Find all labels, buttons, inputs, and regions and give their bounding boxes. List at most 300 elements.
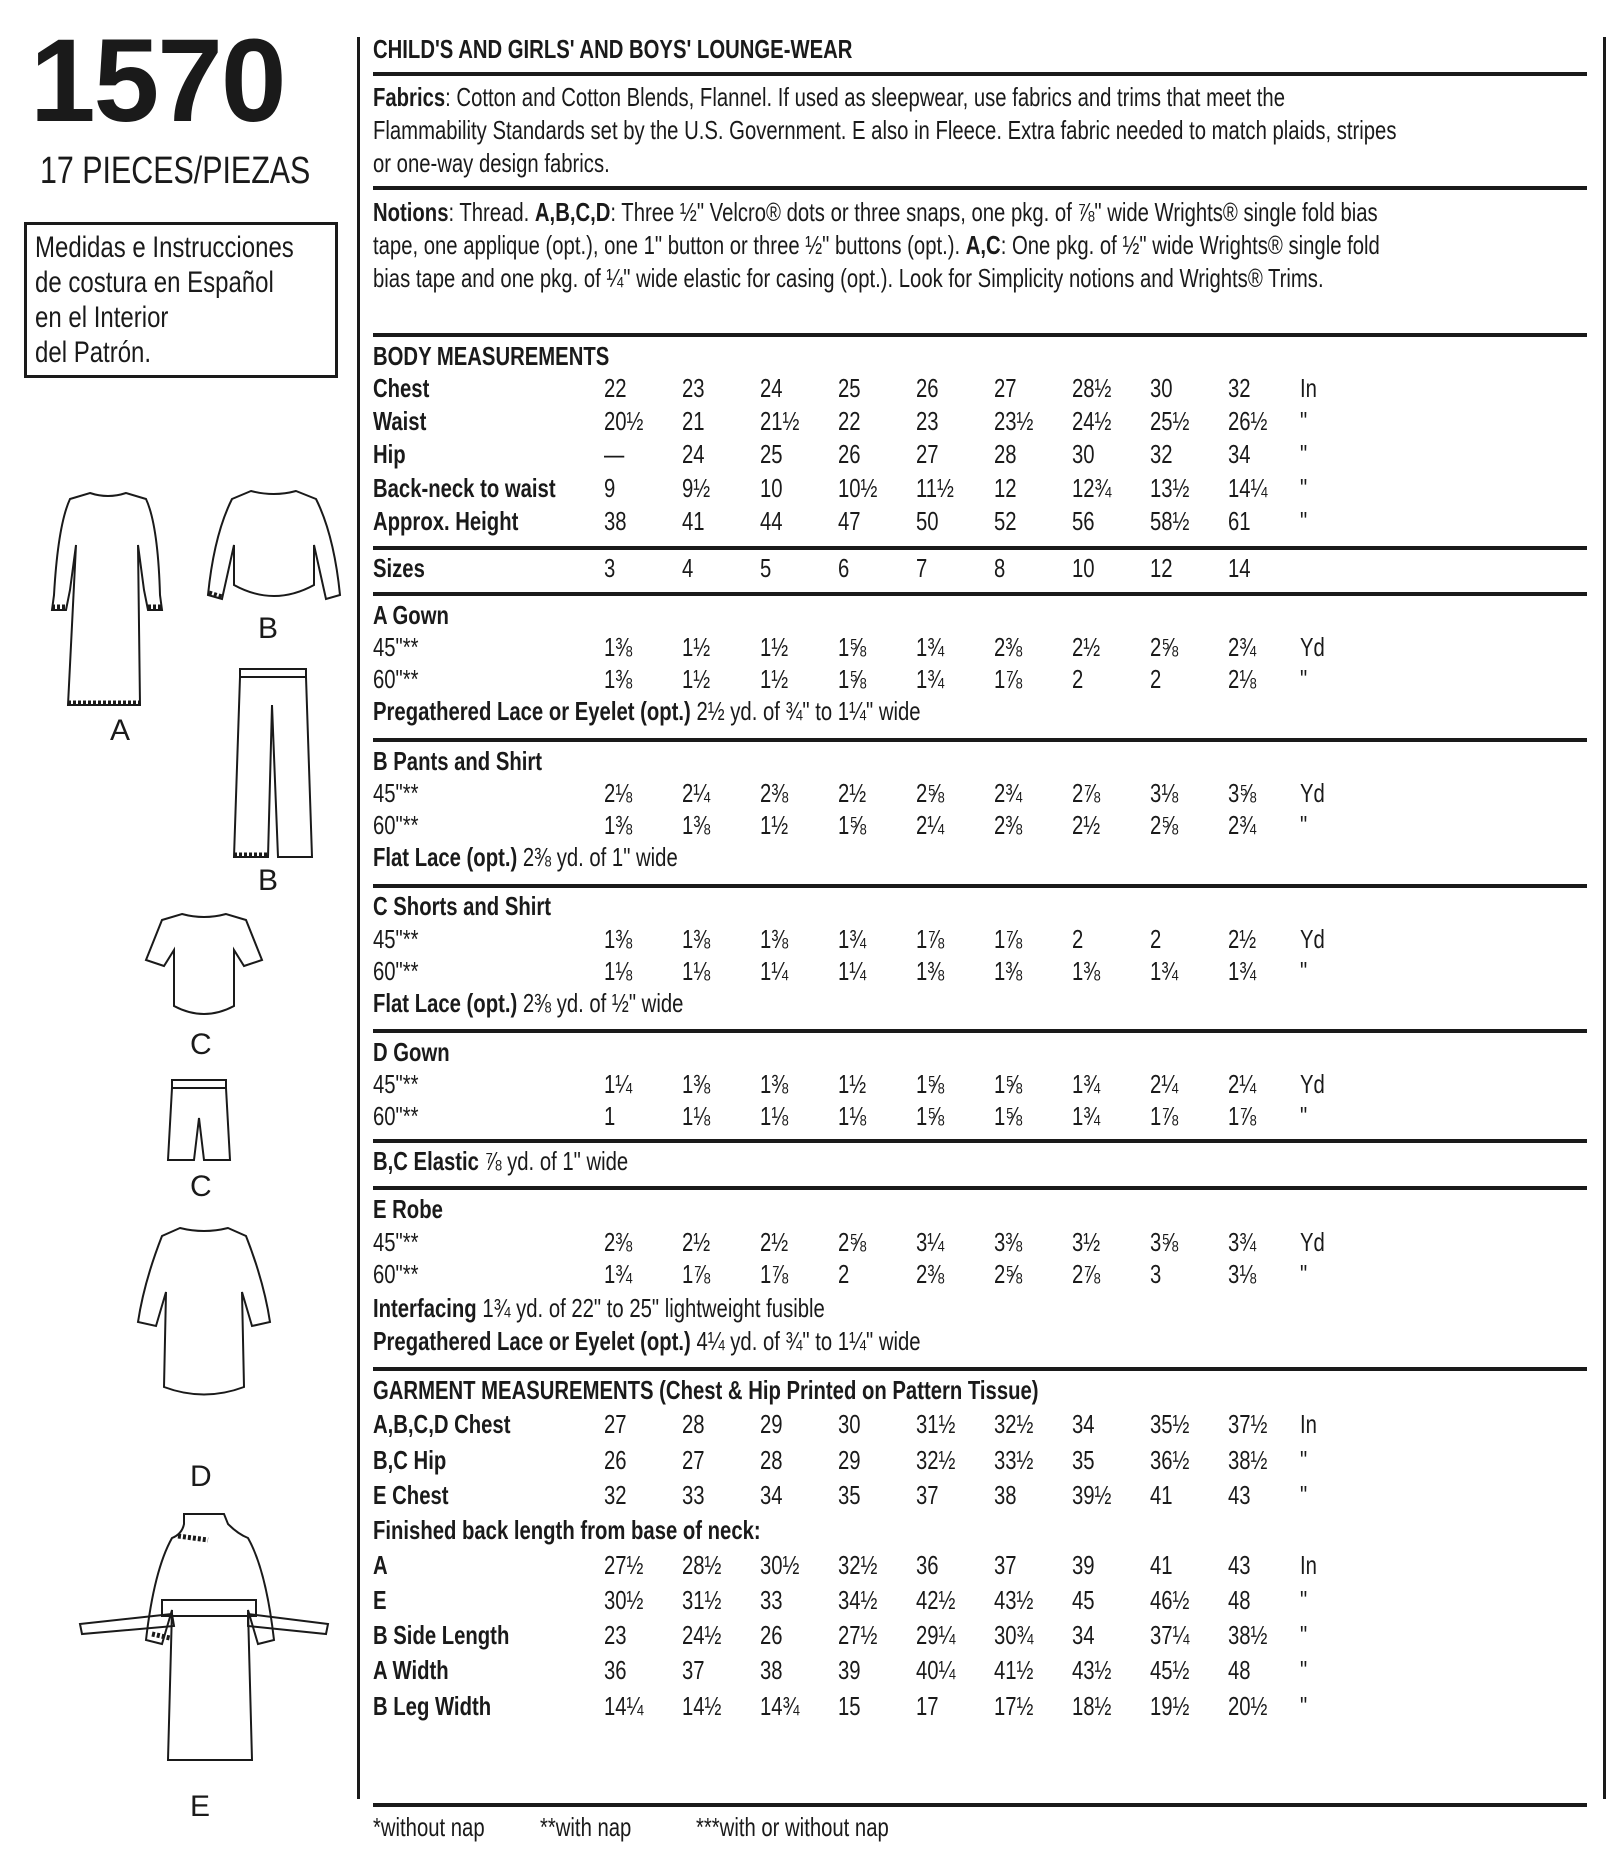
cell-value: 2⅜: [994, 810, 1023, 840]
cell-value: 50: [916, 506, 939, 536]
cell-value: 2⅝: [1150, 810, 1179, 840]
cell-value: 1⅛: [682, 1101, 711, 1131]
cell-value: 58½: [1150, 506, 1190, 536]
cell-value: 48: [1228, 1655, 1251, 1685]
cell-value: 19½: [1150, 1691, 1190, 1721]
fabrics-line-1: [373, 84, 1285, 110]
row-label: A Width: [373, 1655, 449, 1685]
section-divider: [373, 72, 1587, 76]
right-border: [1603, 37, 1606, 1799]
cell-value: 24½: [682, 1620, 722, 1650]
cell-value: 1⅜: [604, 924, 633, 954]
view-heading: D Gown: [373, 1037, 450, 1067]
spanish-note-line: de costura en Español: [35, 266, 274, 299]
note-text: 2½ yd. of ¾" to 1¼" wide: [690, 696, 921, 726]
unit-label: In: [1300, 373, 1317, 403]
note-label: Flat Lace (opt.): [373, 842, 518, 872]
cell-value: 3⅝: [1228, 778, 1257, 808]
view-heading: A Gown: [373, 600, 449, 630]
row-label: B Side Length: [373, 1620, 510, 1650]
cell-value: 37: [916, 1480, 939, 1510]
row-label: Hip: [373, 439, 406, 469]
view-label-a: A: [110, 714, 131, 747]
cell-value: 2¼: [682, 778, 711, 808]
cell-value: 28½: [682, 1550, 722, 1580]
unit-label: ": [1300, 473, 1308, 503]
cell-value: 38½: [1228, 1620, 1268, 1650]
note-line: [373, 1328, 921, 1354]
view-heading: B Pants and Shirt: [373, 746, 543, 776]
unit-label: ": [1300, 664, 1308, 694]
cell-value: 36: [916, 1550, 939, 1580]
subheading: Finished back length from base of neck:: [373, 1515, 761, 1545]
fabrics-line-3: or one-way design fabrics.: [373, 148, 610, 178]
cell-value: 45: [1072, 1585, 1095, 1615]
cell-value: 28: [760, 1445, 783, 1475]
cell-value: 25: [838, 373, 861, 403]
cell-value: 38: [994, 1480, 1017, 1510]
cell-value: 1⅝: [838, 632, 867, 662]
cell-value: 2¾: [1228, 632, 1257, 662]
unit-label: ": [1300, 1101, 1308, 1131]
cell-value: 28: [994, 439, 1017, 469]
cell-value: 5: [760, 553, 772, 583]
cell-value: 33: [682, 1480, 705, 1510]
row-label: 60"**: [373, 1101, 419, 1131]
section-divider: [373, 738, 1587, 742]
cell-value: 14¼: [604, 1691, 644, 1721]
cell-value: 32½: [916, 1445, 956, 1475]
cell-value: 2¾: [1228, 810, 1257, 840]
cell-value: 43½: [994, 1585, 1034, 1615]
cell-value: 35: [838, 1480, 861, 1510]
cell-value: 17: [916, 1691, 939, 1721]
spanish-note-line: Medidas e Instrucciones: [35, 231, 294, 264]
note-line: [373, 990, 683, 1016]
view-label-b-pants: B: [258, 864, 279, 897]
notions-text: : One pkg. of ½" wide Wrights® single fold: [1000, 230, 1380, 260]
cell-value: 46½: [1150, 1585, 1190, 1615]
cell-value: 1¼: [838, 956, 867, 986]
cell-value: 32½: [838, 1550, 878, 1580]
cell-value: 30: [1072, 439, 1095, 469]
cell-value: 25: [760, 439, 783, 469]
cell-value: 26: [760, 1620, 783, 1650]
cell-value: 26: [916, 373, 939, 403]
section-divider: [373, 1803, 1587, 1807]
section-divider: [373, 1367, 1587, 1371]
view-label-c-shirt: C: [190, 1028, 212, 1061]
note-line: [373, 1295, 825, 1321]
row-label: Sizes: [373, 553, 425, 583]
cell-value: 1⅜: [604, 664, 633, 694]
cell-value: 34: [1072, 1409, 1095, 1439]
column-divider: [357, 37, 360, 1799]
illustration-view-c-shorts: [166, 1078, 232, 1164]
cell-value: 2½: [838, 778, 867, 808]
spanish-instructions-box: [24, 222, 338, 378]
cell-value: 30: [838, 1409, 861, 1439]
cell-value: 32: [604, 1480, 627, 1510]
unit-label: In: [1300, 1550, 1317, 1580]
cell-value: 2⅜: [604, 1227, 633, 1257]
unit-label: ": [1300, 506, 1308, 536]
cell-value: 38½: [1228, 1445, 1268, 1475]
cell-value: 27: [916, 439, 939, 469]
pattern-number: 1570: [30, 15, 285, 147]
unit-label: Yd: [1300, 1069, 1325, 1099]
pieces-count: 17 PIECES/PIEZAS: [40, 150, 311, 192]
cell-value: 3⅛: [1228, 1259, 1257, 1289]
cell-value: 1⅛: [604, 956, 633, 986]
cell-value: 14: [1228, 553, 1251, 583]
cell-value: 10: [760, 473, 783, 503]
spanish-note-line: en el Interior: [35, 301, 169, 334]
cell-value: 44: [760, 506, 783, 536]
cell-value: —: [604, 439, 625, 469]
cell-value: 1⅞: [1228, 1101, 1257, 1131]
illustration-view-c-shirt: [144, 910, 264, 1025]
cell-value: 20½: [1228, 1691, 1268, 1721]
view-label-d: D: [190, 1460, 212, 1493]
cell-value: 2⅜: [994, 632, 1023, 662]
note-text: 2⅜ yd. of ½" wide: [517, 988, 684, 1018]
cell-value: 22: [604, 373, 627, 403]
cell-value: 43: [1228, 1480, 1251, 1510]
cell-value: 48: [1228, 1585, 1251, 1615]
cell-value: 2¼: [916, 810, 945, 840]
cell-value: 1⅜: [760, 1069, 789, 1099]
cell-value: 20½: [604, 406, 644, 436]
cell-value: 24: [682, 439, 705, 469]
notions-text: tape, one applique (opt.), one 1" button or three ½" buttons (opt.).: [373, 230, 966, 260]
section-divider: [373, 186, 1587, 190]
cell-value: 1⅜: [994, 956, 1023, 986]
notions-line-1: [373, 199, 1378, 225]
cell-value: 31½: [682, 1585, 722, 1615]
cell-value: 9: [604, 473, 616, 503]
cell-value: 21½: [760, 406, 800, 436]
cell-value: 27: [604, 1409, 627, 1439]
cell-value: 34: [1072, 1620, 1095, 1650]
cell-value: 1½: [682, 632, 711, 662]
cell-value: 2⅜: [760, 778, 789, 808]
row-label: 60"**: [373, 956, 419, 986]
view-heading: E Robe: [373, 1194, 443, 1224]
section-heading: GARMENT MEASUREMENTS (Chest & Hip Printed on Pattern Tissue): [373, 1375, 1039, 1405]
cell-value: 2: [1072, 664, 1084, 694]
row-label: Back-neck to waist: [373, 473, 556, 503]
cell-value: 1⅞: [994, 664, 1023, 694]
notions-line-3: bias tape and one pkg. of ¼" wide elastic for casing (opt.). Look for Simplicity notions and Wrights® Trims.: [373, 263, 1324, 293]
row-label: E Chest: [373, 1480, 449, 1510]
cell-value: 41: [682, 506, 705, 536]
cell-value: 2¼: [1150, 1069, 1179, 1099]
unit-label: Yd: [1300, 632, 1325, 662]
cell-value: 6: [838, 553, 850, 583]
note-line: [373, 698, 921, 724]
note-line: [373, 1148, 628, 1174]
cell-value: 1⅜: [604, 810, 633, 840]
illustration-view-d-gown: [136, 1222, 272, 1397]
cell-value: 34½: [838, 1585, 878, 1615]
cell-value: 15: [838, 1691, 861, 1721]
row-label: A,B,C,D Chest: [373, 1409, 511, 1439]
cell-value: 1: [604, 1101, 616, 1131]
cell-value: 32: [1150, 439, 1173, 469]
cell-value: 3⅛: [1150, 778, 1179, 808]
cell-value: 37¼: [1150, 1620, 1190, 1650]
cell-value: 33½: [994, 1445, 1034, 1475]
cell-value: 1⅞: [682, 1259, 711, 1289]
row-label: 45"**: [373, 924, 419, 954]
cell-value: 29¼: [916, 1620, 956, 1650]
row-label: B,C Hip: [373, 1445, 447, 1475]
cell-value: 2⅝: [1150, 632, 1179, 662]
cell-value: 45½: [1150, 1655, 1190, 1685]
unit-label: ": [1300, 1445, 1308, 1475]
cell-value: 1¾: [916, 632, 945, 662]
view-label-b: B: [258, 612, 279, 645]
cell-value: 2½: [760, 1227, 789, 1257]
cell-value: 2⅝: [994, 1259, 1023, 1289]
cell-value: 2½: [1072, 810, 1101, 840]
unit-label: In: [1300, 1409, 1317, 1439]
cell-value: 38: [604, 506, 627, 536]
cell-value: 41: [1150, 1550, 1173, 1580]
cell-value: 7: [916, 553, 928, 583]
cell-value: 35: [1072, 1445, 1095, 1475]
cell-value: 33: [760, 1585, 783, 1615]
cell-value: 2⅝: [916, 778, 945, 808]
section-divider: [373, 1139, 1587, 1143]
fabrics-text: : Cotton and Cotton Blends, Flannel. If used as sleepwear, use fabrics and trims that meet the: [445, 82, 1285, 112]
cell-value: 26: [604, 1445, 627, 1475]
illustration-view-e-robe: [78, 1510, 330, 1760]
cell-value: 1⅝: [994, 1101, 1023, 1131]
cell-value: 1¾: [604, 1259, 633, 1289]
cell-value: 12: [1150, 553, 1173, 583]
cell-value: 47: [838, 506, 861, 536]
unit-label: ": [1300, 1480, 1308, 1510]
cell-value: 1⅝: [994, 1069, 1023, 1099]
cell-value: 1½: [838, 1069, 867, 1099]
cell-value: 2⅞: [1072, 1259, 1101, 1289]
cell-value: 1¼: [604, 1069, 633, 1099]
section-divider: [373, 333, 1587, 337]
cell-value: 3¾: [1228, 1227, 1257, 1257]
cell-value: 1⅜: [760, 924, 789, 954]
cell-value: 2⅛: [604, 778, 633, 808]
cell-value: 1⅝: [916, 1101, 945, 1131]
cell-value: 1⅜: [916, 956, 945, 986]
row-label: 60"**: [373, 810, 419, 840]
row-label: 45"**: [373, 778, 419, 808]
cell-value: 23: [604, 1620, 627, 1650]
cell-value: 27½: [604, 1550, 644, 1580]
cell-value: 25½: [1150, 406, 1190, 436]
illustration-view-b-pants: [232, 665, 314, 860]
view-label-e: E: [190, 1790, 211, 1823]
cell-value: 37: [994, 1550, 1017, 1580]
row-label: Waist: [373, 406, 427, 436]
cell-value: 41½: [994, 1655, 1034, 1685]
cell-value: 1¾: [1072, 1069, 1101, 1099]
fabrics-label: Fabrics: [373, 82, 446, 112]
cell-value: 1⅞: [916, 924, 945, 954]
cell-value: 32½: [994, 1409, 1034, 1439]
row-label: 45"**: [373, 632, 419, 662]
unit-label: ": [1300, 439, 1308, 469]
unit-label: Yd: [1300, 778, 1325, 808]
cell-value: 2: [1150, 924, 1162, 954]
cell-value: 1⅞: [760, 1259, 789, 1289]
cell-value: 23½: [994, 406, 1034, 436]
unit-label: Yd: [1300, 924, 1325, 954]
cell-value: 29: [838, 1445, 861, 1475]
cell-value: 4: [682, 553, 694, 583]
cell-value: 27: [994, 373, 1017, 403]
view-label-c-shorts: C: [190, 1170, 212, 1203]
cell-value: 61: [1228, 506, 1251, 536]
cell-value: 2⅞: [1072, 778, 1101, 808]
cell-value: 14¾: [760, 1691, 800, 1721]
cell-value: 42½: [916, 1585, 956, 1615]
cell-value: 17½: [994, 1691, 1034, 1721]
note-label: Pregathered Lace or Eyelet (opt.): [373, 696, 691, 726]
cell-value: 38: [760, 1655, 783, 1685]
cell-value: 34: [760, 1480, 783, 1510]
note-text: 1¾ yd. of 22" to 25" lightweight fusible: [476, 1293, 825, 1323]
cell-value: 12: [994, 473, 1017, 503]
cell-value: 2: [1150, 664, 1162, 694]
cell-value: 1⅞: [1150, 1101, 1179, 1131]
cell-value: 3⅝: [1150, 1227, 1179, 1257]
cell-value: 23: [682, 373, 705, 403]
footnote: **with nap: [540, 1812, 632, 1842]
notions-views: A,B,C,D: [534, 197, 611, 227]
row-label: Chest: [373, 373, 430, 403]
row-label: 60"**: [373, 1259, 419, 1289]
cell-value: 40¼: [916, 1655, 956, 1685]
view-heading: C Shorts and Shirt: [373, 891, 552, 921]
cell-value: 1¼: [760, 956, 789, 986]
cell-value: 1⅜: [682, 924, 711, 954]
cell-value: 3: [1150, 1259, 1162, 1289]
note-text: 2⅜ yd. of 1" wide: [517, 842, 678, 872]
cell-value: 34: [1228, 439, 1251, 469]
cell-value: 1¾: [1150, 956, 1179, 986]
cell-value: 56: [1072, 506, 1095, 536]
cell-value: 1¾: [916, 664, 945, 694]
unit-label: ": [1300, 956, 1308, 986]
cell-value: 1⅝: [838, 664, 867, 694]
cell-value: 26½: [1228, 406, 1268, 436]
section-divider: [373, 1029, 1587, 1033]
unit-label: Yd: [1300, 1227, 1325, 1257]
cell-value: 2½: [1228, 924, 1257, 954]
cell-value: 9½: [682, 473, 711, 503]
row-label: 45"**: [373, 1069, 419, 1099]
cell-value: 18½: [1072, 1691, 1112, 1721]
section-divider: [373, 884, 1587, 888]
section-divider: [373, 592, 1587, 596]
cell-value: 1⅜: [682, 1069, 711, 1099]
cell-value: 24½: [1072, 406, 1112, 436]
note-line: [373, 844, 678, 870]
cell-value: 39: [1072, 1550, 1095, 1580]
note-label: Flat Lace (opt.): [373, 988, 518, 1018]
row-label: 45"**: [373, 1227, 419, 1257]
unit-label: ": [1300, 1620, 1308, 1650]
row-label: 60"**: [373, 664, 419, 694]
cell-value: 43: [1228, 1550, 1251, 1580]
cell-value: 3½: [1072, 1227, 1101, 1257]
notions-label: Notions: [373, 197, 449, 227]
cell-value: 29: [760, 1409, 783, 1439]
cell-value: 2⅝: [838, 1227, 867, 1257]
cell-value: 39: [838, 1655, 861, 1685]
notions-line-2: [373, 232, 1380, 258]
cell-value: 2⅜: [916, 1259, 945, 1289]
cell-value: 2: [838, 1259, 850, 1289]
unit-label: ": [1300, 1585, 1308, 1615]
footnote: *without nap: [373, 1812, 485, 1842]
cell-value: 32: [1228, 373, 1251, 403]
pattern-title: CHILD'S AND GIRLS' AND BOYS' LOUNGE-WEAR: [373, 34, 853, 64]
cell-value: 10½: [838, 473, 878, 503]
cell-value: 37: [682, 1655, 705, 1685]
cell-value: 1¾: [1072, 1101, 1101, 1131]
cell-value: 22: [838, 406, 861, 436]
spanish-note-line: del Patrón.: [35, 336, 152, 369]
cell-value: 21: [682, 406, 705, 436]
cell-value: 27: [682, 1445, 705, 1475]
cell-value: 3⅜: [994, 1227, 1023, 1257]
cell-value: 1⅛: [838, 1101, 867, 1131]
cell-value: 30: [1150, 373, 1173, 403]
cell-value: 8: [994, 553, 1006, 583]
cell-value: 1½: [760, 664, 789, 694]
cell-value: 1⅜: [1072, 956, 1101, 986]
fabrics-line-2: Flammability Standards set by the U.S. Government. E also in Fleece. Extra fabric needed to match plaids, stripes: [373, 115, 1397, 145]
cell-value: 10: [1072, 553, 1095, 583]
note-label: Pregathered Lace or Eyelet (opt.): [373, 1326, 691, 1356]
cell-value: 30¾: [994, 1620, 1034, 1650]
cell-value: 1⅜: [682, 810, 711, 840]
cell-value: 2½: [682, 1227, 711, 1257]
note-text: 4¼ yd. of ¾" to 1¼" wide: [690, 1326, 921, 1356]
cell-value: 13½: [1150, 473, 1190, 503]
cell-value: 11½: [916, 473, 954, 503]
cell-value: 35½: [1150, 1409, 1190, 1439]
cell-value: 26: [838, 439, 861, 469]
unit-label: ": [1300, 1691, 1308, 1721]
cell-value: 14½: [682, 1691, 722, 1721]
cell-value: 36: [604, 1655, 627, 1685]
cell-value: 31½: [916, 1409, 956, 1439]
footnote: ***with or without nap: [696, 1812, 889, 1842]
cell-value: 1⅜: [604, 632, 633, 662]
notions-views: A,C: [965, 230, 1001, 260]
cell-value: 1¾: [838, 924, 867, 954]
cell-value: 37½: [1228, 1409, 1268, 1439]
cell-value: 27½: [838, 1620, 878, 1650]
section-divider: [373, 1186, 1587, 1190]
cell-value: 1⅛: [682, 956, 711, 986]
illustration-view-a-gown: [48, 485, 168, 710]
note-label: Interfacing: [373, 1293, 477, 1323]
